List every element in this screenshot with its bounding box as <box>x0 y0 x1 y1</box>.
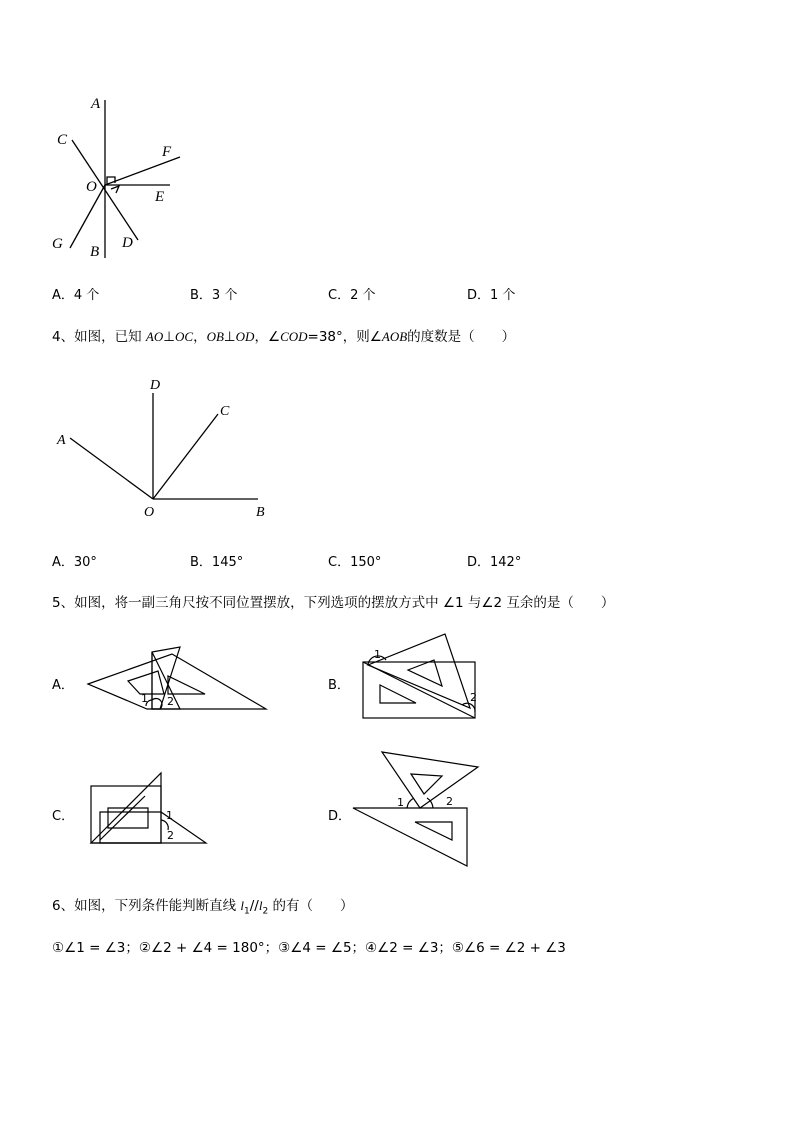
q3-option-d[interactable]: D．1 个 <box>467 288 516 303</box>
q5-option-c[interactable]: C． <box>52 809 75 824</box>
fig-c-label-2: 2 <box>167 829 174 842</box>
q6-sub1: 1 <box>244 906 250 917</box>
q3-option-c[interactable]: C．2 个 <box>328 288 376 303</box>
q4-prefix: 4、如图，已知 <box>52 329 146 345</box>
label-C: C <box>57 132 68 148</box>
q6-parallel: // <box>249 898 259 914</box>
label-F: F <box>162 144 172 160</box>
q4-option-a[interactable]: A．30° <box>52 555 97 570</box>
q6-l1: l <box>240 898 245 913</box>
q4-option-b[interactable]: B．145° <box>190 555 244 570</box>
q6-l2: l <box>258 898 263 913</box>
label-A: A <box>91 96 101 112</box>
q5-figure-d <box>353 752 478 866</box>
q6-tail: 的有（ ） <box>268 898 354 914</box>
q4-cod: COD <box>280 329 308 344</box>
label-C: C <box>220 404 230 419</box>
q5-figure-a <box>88 647 266 709</box>
label-O: O <box>144 505 155 520</box>
set-square-a1-hole <box>128 671 164 694</box>
label-B: B <box>256 505 265 520</box>
fig-b-label-2: 2 <box>470 691 477 704</box>
arc-d1 <box>407 798 414 808</box>
q4-option-c[interactable]: C．150° <box>328 555 382 570</box>
set-square-b1-hole <box>380 685 416 703</box>
q4-eq: =38° <box>307 329 343 345</box>
q5-figure-c <box>91 773 206 843</box>
label-D: D <box>122 235 133 251</box>
q6-conditions: ①∠1 = ∠3；②∠2 + ∠4 = 180°；③∠4 = ∠5；④∠2 = ∠3；⑤∠6 = ∠2 + ∠3 <box>52 940 566 956</box>
q5-option-b[interactable]: B． <box>328 678 350 693</box>
q5-option-a[interactable]: A． <box>52 678 74 693</box>
q4-oc: OC <box>175 329 194 344</box>
set-square-b2-hole <box>408 660 442 686</box>
q4-perp-1: ⊥ <box>163 329 175 345</box>
q4-mid: ，则∠ <box>342 329 382 345</box>
label-D: D <box>150 378 161 393</box>
q5-question: 5、如图，将一副三角尺按不同位置摆放，下列选项的摆放方式中 ∠1 与∠2 互余的是（ ） <box>52 595 615 611</box>
q5-option-d[interactable]: D． <box>328 809 352 824</box>
label-E: E <box>155 189 165 205</box>
q4-ao: AO <box>145 329 164 344</box>
c-inner-diag <box>100 796 145 840</box>
fig-a-label-2: 2 <box>167 695 174 708</box>
q4-perp-2: ⊥ <box>223 329 236 345</box>
label-B: B <box>90 244 100 260</box>
q5-figure-b <box>363 634 475 718</box>
q6-question <box>52 894 354 917</box>
fig-d-label-1: 1 <box>397 796 404 809</box>
q3-option-a[interactable]: A．4 个 <box>52 288 100 303</box>
set-square-d2-hole <box>411 774 442 794</box>
set-square-a1 <box>88 654 266 709</box>
q4-od: OD <box>235 329 255 344</box>
fig-c-label-1: 1 <box>166 809 173 822</box>
set-square-d1-hole <box>415 822 452 840</box>
q6-sub2: 2 <box>262 906 269 917</box>
q6-prefix: 6、如图，下列条件能判断直线 <box>52 898 241 914</box>
q4-angle-sign: ∠ <box>267 329 281 345</box>
q4-ob: OB <box>206 329 224 344</box>
label-O: O <box>86 179 97 195</box>
label-G: G <box>52 236 63 252</box>
q4-sep-2: ， <box>254 329 268 345</box>
set-square-b2 <box>368 634 470 708</box>
set-square-c3-hole <box>108 808 148 828</box>
fig-a-label-1: 1 <box>141 692 148 705</box>
set-square-d1 <box>353 808 467 866</box>
fig-b-label-1: 1 <box>374 648 381 661</box>
label-A: A <box>57 433 66 448</box>
fig-d-label-2: 2 <box>446 795 453 808</box>
set-square-a3-hole <box>168 676 205 694</box>
q4-sep: ， <box>193 329 207 345</box>
q4-tail: 的度数是（ ） <box>407 329 516 345</box>
q4-option-d[interactable]: D．142° <box>467 555 522 570</box>
q4-aob: AOB <box>381 329 408 344</box>
q3-option-b[interactable]: B．3 个 <box>190 288 238 303</box>
